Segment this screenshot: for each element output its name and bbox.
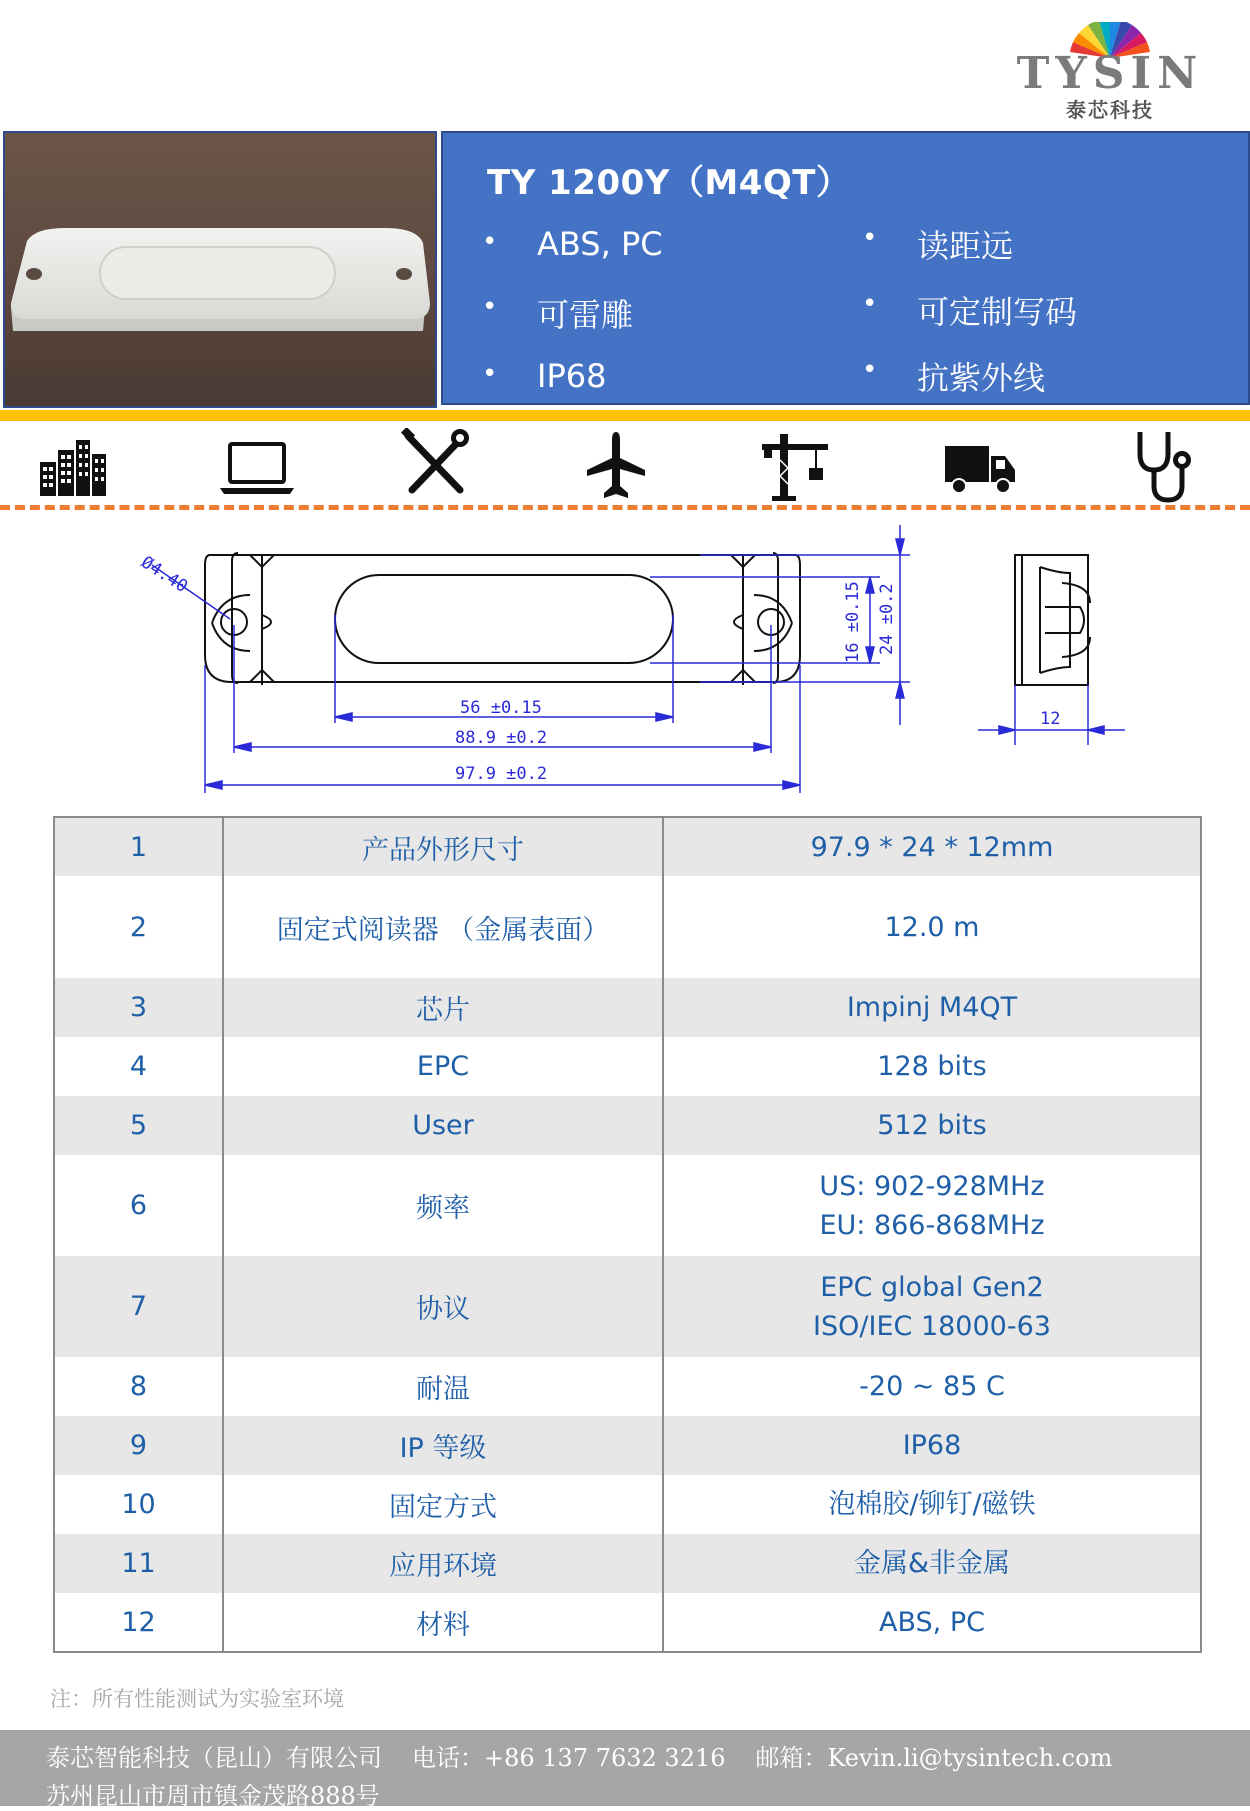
- spec-value: [663, 1155, 1201, 1256]
- logo-chinese-name: 泰芯科技: [1066, 98, 1154, 122]
- footer-contact-line: [46, 1738, 1112, 1773]
- table-row: [54, 1096, 1201, 1155]
- dim-24-label: 24 ±0.2: [877, 583, 897, 655]
- table-row: [54, 1593, 1201, 1652]
- spec-value: [663, 876, 1201, 978]
- spec-value: [663, 1256, 1201, 1357]
- table-row: [54, 1256, 1201, 1357]
- dim-12-label: 12: [1040, 709, 1061, 729]
- spec-index: 8: [54, 1357, 223, 1416]
- spec-value-line: 泡棉胶/铆钉/磁铁: [828, 1489, 1036, 1520]
- spec-name: 耐温: [223, 1357, 663, 1416]
- footer-email[interactable]: 邮箱：Kevin.li@tysintech.com: [755, 1744, 1113, 1772]
- spec-value-line: ABS, PC: [879, 1606, 985, 1638]
- spec-value: [663, 1357, 1201, 1416]
- dimension-drawing: [0, 515, 1250, 805]
- spec-value: [663, 1475, 1201, 1534]
- specification-table: [53, 816, 1202, 1653]
- table-row: [54, 1534, 1201, 1593]
- hole-dimension-label: Ø4.40: [137, 552, 192, 598]
- spec-value: [663, 978, 1201, 1037]
- spec-name: 协议: [223, 1256, 663, 1357]
- spec-name: EPC: [223, 1037, 663, 1096]
- spec-index: 11: [54, 1534, 223, 1593]
- spec-index: 7: [54, 1256, 223, 1357]
- spec-value-line: US: 902-928MHz: [819, 1170, 1045, 1202]
- spec-value-line: EPC global Gen2: [820, 1271, 1044, 1303]
- product-summary-panel: [441, 131, 1250, 405]
- dim-56-label: 56 ±0.15: [460, 698, 542, 718]
- spec-name: User: [223, 1096, 663, 1155]
- product-photo: [3, 131, 437, 408]
- feature-right-3: • 抗紫外线: [862, 355, 1046, 397]
- spec-index: 12: [54, 1593, 223, 1652]
- spec-index: 6: [54, 1155, 223, 1256]
- tools-icon: [398, 428, 470, 500]
- icon-row-divider: [0, 505, 1250, 510]
- spec-name: 固定方式: [223, 1475, 663, 1534]
- stethoscope-icon: [1132, 428, 1192, 504]
- spec-value-line: IP68: [902, 1430, 962, 1461]
- spec-value-line: Impinj M4QT: [846, 992, 1018, 1023]
- table-row: [54, 876, 1201, 978]
- spec-value: [663, 1096, 1201, 1155]
- spec-value: [663, 1593, 1201, 1652]
- table-row: [54, 817, 1201, 876]
- spec-index: 2: [54, 876, 223, 978]
- spec-value-line: 512 bits: [877, 1110, 987, 1141]
- laptop-icon: [218, 432, 296, 497]
- spec-index: 4: [54, 1037, 223, 1096]
- dim-979-label: 97.9 ±0.2: [455, 764, 548, 784]
- spec-name: 频率: [223, 1155, 663, 1256]
- feature-left-3: • IP68: [482, 357, 607, 395]
- spec-value-line: -20 ~ 85 C: [859, 1371, 1005, 1402]
- table-row: [54, 1416, 1201, 1475]
- table-row: [54, 1037, 1201, 1096]
- spec-index: 1: [54, 817, 223, 876]
- logo-wordmark: TYSIN: [1016, 48, 1204, 99]
- footnote: 注：所有性能测试为实验室环境: [50, 1687, 344, 1711]
- footer: [0, 1730, 1250, 1810]
- spec-value-line: EU: 866-868MHz: [819, 1209, 1045, 1241]
- truck-icon: [943, 440, 1019, 498]
- table-row: [54, 978, 1201, 1037]
- crane-icon: [760, 430, 830, 502]
- table-row: [54, 1155, 1201, 1256]
- feature-left-1: • ABS, PC: [482, 225, 663, 263]
- buildings-icon: [38, 432, 108, 497]
- spec-value: [663, 1416, 1201, 1475]
- feature-left-2: • 可雷雕: [482, 292, 634, 334]
- spec-name: 固定式阅读器 （金属表面）: [223, 876, 663, 978]
- spec-value-line: ISO/IEC 18000-63: [813, 1310, 1051, 1342]
- spec-name: 材料: [223, 1593, 663, 1652]
- spec-name: 产品外形尺寸: [223, 817, 663, 876]
- footer-company: 泰芯智能科技（昆山）有限公司: [46, 1744, 382, 1772]
- spec-value-line: 128 bits: [877, 1051, 987, 1082]
- spec-value-line: 97.9 * 24 * 12mm: [810, 831, 1054, 863]
- spec-index: 3: [54, 978, 223, 1037]
- spec-value: [663, 817, 1201, 876]
- spec-index: 9: [54, 1416, 223, 1475]
- spec-index: 5: [54, 1096, 223, 1155]
- footer-phone: 电话：+86 137 7632 3216: [412, 1744, 726, 1772]
- footer-address: 苏州昆山市周市镇金茂路888号: [46, 1782, 380, 1810]
- divider-line: [0, 410, 1250, 421]
- dim-889-label: 88.9 ±0.2: [455, 728, 548, 748]
- feature-right-1: • 读距远: [862, 223, 1014, 265]
- company-logo: [1010, 22, 1210, 122]
- spec-value: [663, 1534, 1201, 1593]
- spec-name: IP 等级: [223, 1416, 663, 1475]
- feature-right-2: • 可定制写码: [862, 289, 1078, 331]
- table-row: [54, 1475, 1201, 1534]
- spec-name: 应用环境: [223, 1534, 663, 1593]
- spec-value-line: 金属&非金属: [853, 1548, 1011, 1579]
- table-row: [54, 1357, 1201, 1416]
- spec-value-line: 12.0 m: [884, 911, 980, 943]
- airplane-icon: [585, 430, 647, 502]
- spec-name: 芯片: [223, 978, 663, 1037]
- dim-16-label: 16 ±0.15: [843, 581, 863, 663]
- spec-index: 10: [54, 1475, 223, 1534]
- product-model: TY 1200Y（M4QT）: [487, 163, 851, 203]
- spec-value: [663, 1037, 1201, 1096]
